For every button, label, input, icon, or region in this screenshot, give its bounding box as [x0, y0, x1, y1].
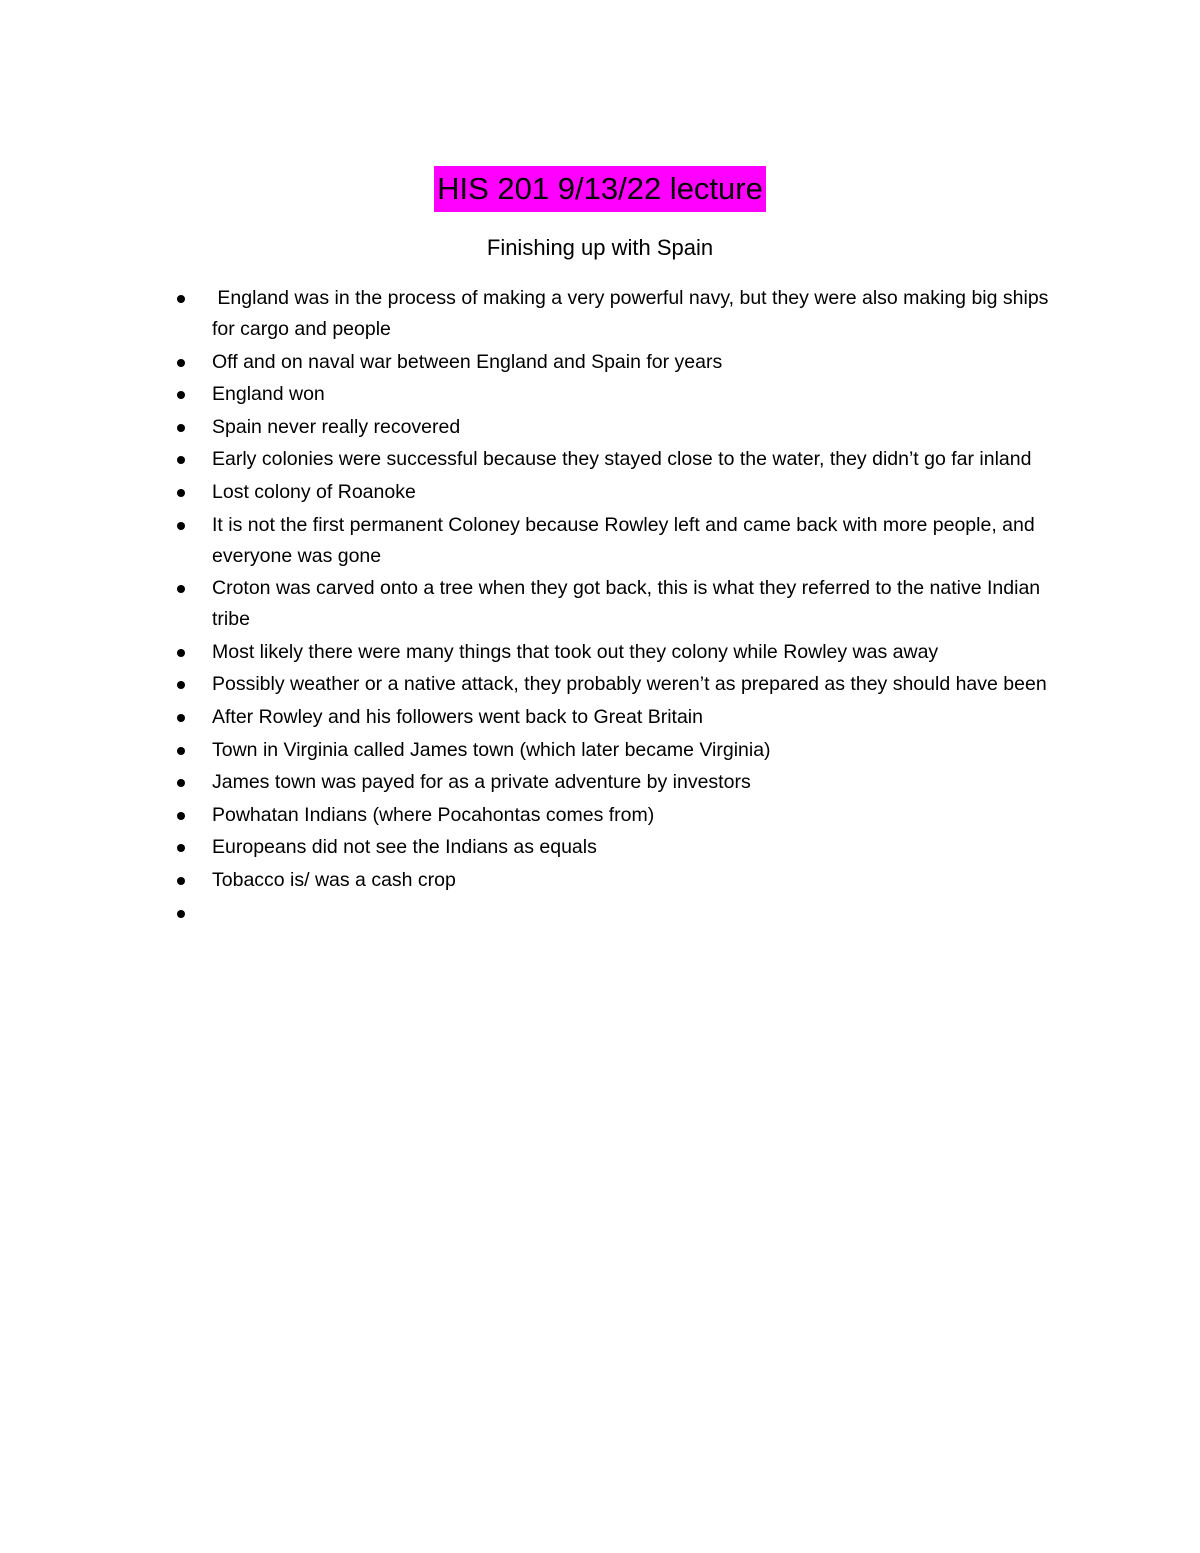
list-item [0, 865, 1200, 896]
bullet-dot-icon [177, 522, 185, 530]
bullet-dot-icon [177, 747, 185, 755]
bullet-text: Tobacco is/ was a cash crop [212, 868, 456, 891]
list-item [0, 412, 1200, 443]
bullet-dot-icon [177, 812, 185, 820]
list-item [0, 702, 1200, 733]
bullet-dot-icon [177, 424, 185, 432]
document-subtitle: Finishing up with Spain [486, 235, 714, 260]
bullet-text: Most likely there were many things that took out they colony while Rowley was away [212, 640, 939, 663]
document-title: HIS 201 9/13/22 lecture [434, 166, 766, 212]
list-item [0, 637, 1200, 668]
bullet-text: Spain never really recovered [212, 415, 461, 438]
bullet-text: England won [212, 383, 325, 406]
list-item [0, 510, 1200, 572]
bullet-dot-icon [177, 456, 185, 464]
bullet-dot-icon [177, 489, 185, 497]
bullet-text: It is not the first permanent Coloney because Rowley left and came back with more people, and everyone was gone [212, 513, 1041, 567]
list-item [0, 477, 1200, 508]
bullet-text: Europeans did not see the Indians as equals [212, 836, 597, 859]
bullet-dot-icon [177, 844, 185, 852]
bullet-text: Powhatan Indians (where Pocahontas comes from) [212, 803, 655, 826]
list-item [0, 767, 1200, 798]
bullet-dot-icon [177, 877, 185, 885]
bullet-text: Off and on naval war between England and Spain for years [212, 350, 723, 373]
list-item [0, 669, 1200, 700]
bullet-dot-icon [177, 779, 185, 787]
bullet-text: James town was payed for as a private adventure by investors [212, 771, 751, 794]
list-item [0, 735, 1200, 766]
title-container [0, 166, 1200, 212]
bullet-text: Early colonies were successful because they stayed close to the water, they didn’t go far inland [212, 448, 1032, 471]
list-item [0, 800, 1200, 831]
bullet-text: England was in the process of making a very powerful navy, but they were also making big ships for cargo and people [212, 287, 1054, 340]
bullet-text: After Rowley and his followers went back to Great Britain [212, 705, 703, 728]
bullet-dot-icon [177, 714, 185, 722]
bullet-dot-icon [177, 391, 185, 399]
bullet-dot-icon [177, 681, 185, 689]
bullet-dot-icon [177, 649, 185, 657]
list-item [0, 832, 1200, 863]
bullet-dot-icon [177, 295, 185, 303]
list-item [0, 283, 1200, 345]
list-item [0, 573, 1200, 635]
list-item [0, 379, 1200, 410]
bullet-text: Possibly weather or a native attack, they probably weren’t as prepared as they should have been [212, 673, 1047, 696]
bullet-dot-icon [177, 910, 185, 918]
bullet-list [0, 283, 1200, 898]
bullet-text: Lost colony of Roanoke [212, 480, 416, 503]
list-item [0, 444, 1200, 475]
bullet-text: Town in Virginia called James town (which later became Virginia) [212, 738, 771, 761]
bullet-dot-icon [177, 585, 185, 593]
bullet-dot-icon [177, 359, 185, 367]
bullet-text: Croton was carved onto a tree when they got back, this is what they referred to the native Indian tribe [212, 577, 1046, 631]
list-item [0, 347, 1200, 378]
